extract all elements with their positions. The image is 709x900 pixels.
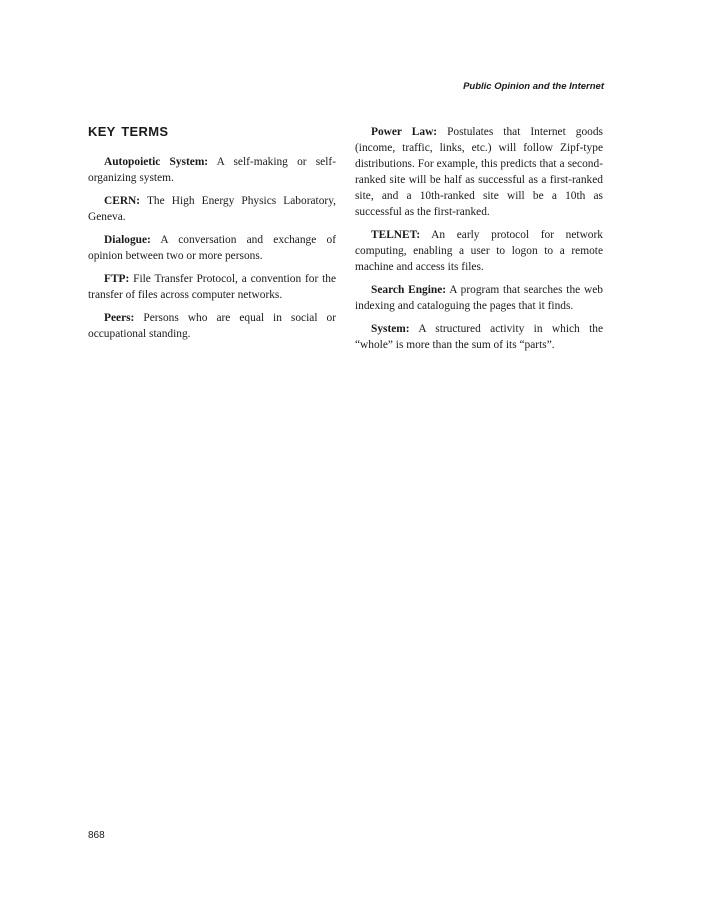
key-terms-right-column: [355, 124, 603, 360]
term-name: Search Engine:: [371, 284, 447, 296]
key-term-entry: [355, 321, 603, 353]
term-definition: File Transfer Protocol, a convention for the transfer of files across computer networks.: [88, 273, 336, 301]
term-definition: A structured activity in which the “whole” is more than the sum of its “parts”.: [355, 323, 603, 351]
key-term-entry: [88, 154, 336, 186]
term-name: Autopoietic System:: [104, 156, 209, 168]
term-definition: The High Energy Physics Laboratory, Geneva.: [88, 195, 336, 223]
key-term-entry: [88, 232, 336, 264]
key-term-entry: [355, 282, 603, 314]
term-definition: Postulates that Internet goods (income, traffic, links, etc.) will follow Zipf-type distributions. For example, this predicts that a second-ranked site will be half as successful as a first-ranked site, and a 10th-ranked site will be a 10th as successful as the first-ranked.: [355, 126, 603, 218]
term-name: CERN:: [104, 195, 141, 207]
running-head: Public Opinion and the Internet: [463, 81, 604, 92]
term-definition: A program that searches the web indexing and cataloguing the pages that it finds.: [355, 284, 603, 312]
term-name: FTP:: [104, 273, 130, 285]
term-definition: An early protocol for network computing, enabling a user to logon to a remote machine and access its files.: [355, 229, 603, 273]
page-number: 868: [88, 830, 105, 841]
key-term-entry: [355, 124, 603, 220]
term-name: Dialogue:: [104, 234, 151, 246]
term-name: Peers:: [104, 312, 135, 324]
term-definition: A self-making or self-organizing system.: [88, 156, 336, 184]
term-name: Power Law:: [371, 126, 438, 138]
section-heading: KEY TERMS: [88, 124, 169, 139]
term-name: TELNET:: [371, 229, 421, 241]
key-term-entry: [88, 271, 336, 303]
key-term-entry: [88, 193, 336, 225]
key-term-entry: [355, 227, 603, 275]
term-definition: A conversation and exchange of opinion between two or more persons.: [88, 234, 336, 262]
key-term-entry: [88, 310, 336, 342]
term-definition: Persons who are equal in social or occupational standing.: [88, 312, 336, 340]
key-terms-left-column: [88, 154, 336, 349]
term-name: System:: [371, 323, 410, 335]
